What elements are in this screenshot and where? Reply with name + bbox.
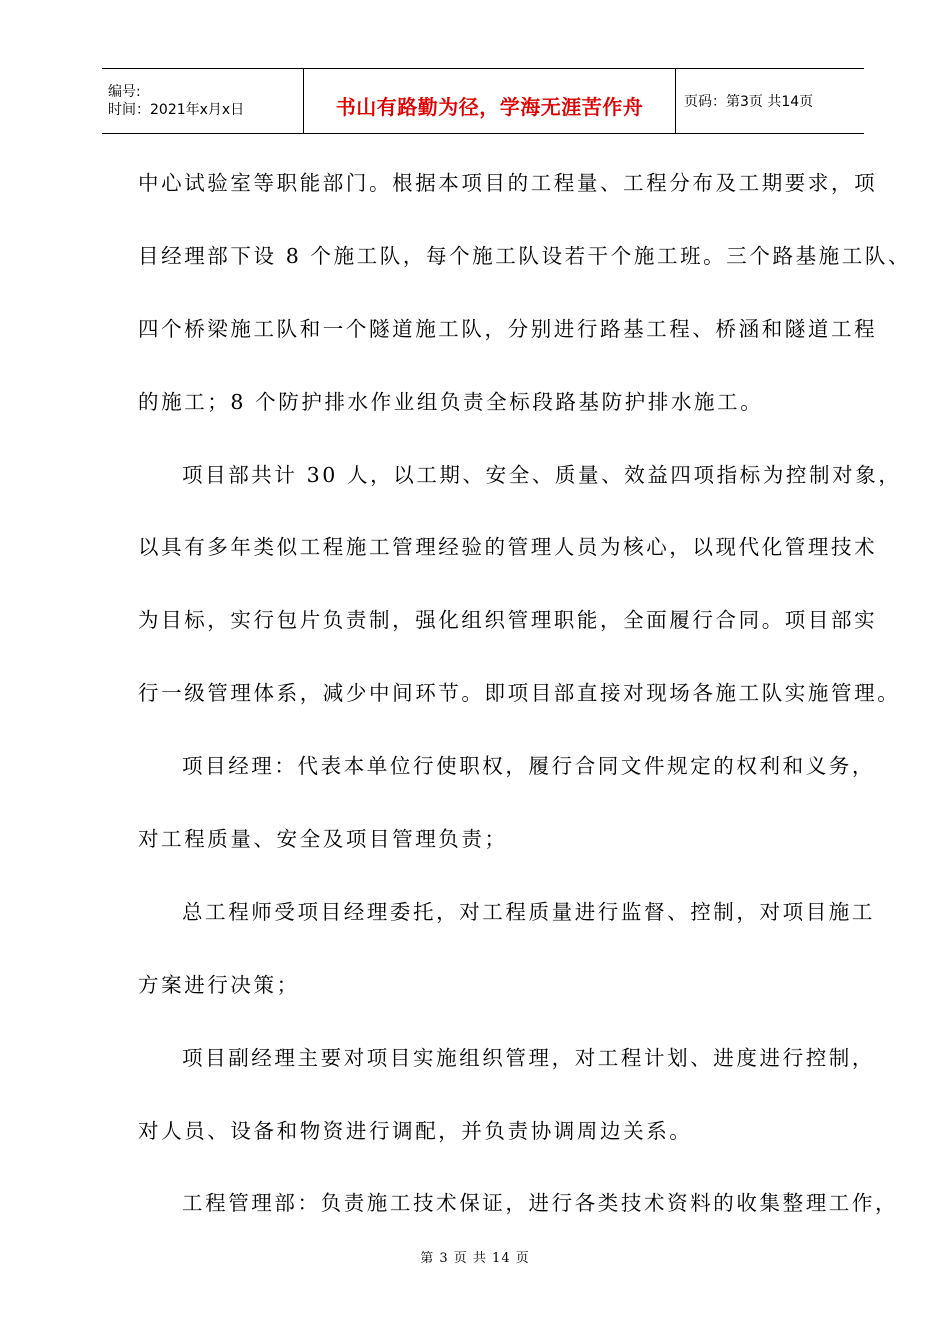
text-line: 总工程师受项目经理委托，对工程质量进行监督、控制，对项目施工 <box>182 899 875 924</box>
header-motto-cell <box>304 69 676 133</box>
time-label: 时间：2021年x月x日 <box>108 102 245 118</box>
code-label: 编号: <box>108 84 141 100</box>
motto-text: 书山有路勤为径，学海无涯苦作舟 <box>335 94 644 119</box>
text-line: 项目经理：代表本单位行使职权，履行合同文件规定的权利和义务， <box>182 754 875 779</box>
text-line: 项目部共计 30 人，以工期、安全、质量、效益四项指标为控制对象， <box>182 462 902 487</box>
text-line: 项目副经理主要对项目实施组织管理，对工程计划、进度进行控制， <box>182 1045 875 1070</box>
text-line: 中心试验室等职能部门。根据本项目的工程量、工程分布及工期要求，项 <box>138 171 878 195</box>
text-line: 方案进行决策； <box>138 972 300 997</box>
text-line: 工程管理部：负责施工技术保证，进行各类技术资料的收集整理工作， <box>182 1191 899 1216</box>
text-line: 对人员、设备和物资进行调配，并负责协调周边关系。 <box>138 1118 693 1143</box>
text-line: 目经理部下设 8 个施工队，每个施工队设若干个施工班。三个路基施工队、 <box>138 243 912 268</box>
header-meta-cell <box>102 69 304 133</box>
text-line: 的施工；8 个防护排水作业组负责全标段路基防护排水施工。 <box>138 389 764 414</box>
text-line: 对工程质量、安全及项目管理负责； <box>138 827 508 852</box>
text-line: 为目标，实行包片负责制，强化组织管理职能，全面履行合同。项目部实 <box>138 608 878 633</box>
page-footer: 第 3 页 共 14 页 <box>420 1251 530 1266</box>
page-header <box>102 68 864 134</box>
page-info: 页码：第3页 共14页 <box>684 94 814 110</box>
text-line: 以具有多年类似工程施工管理经验的管理人员为核心，以现代化管理技术 <box>138 535 878 560</box>
text-line: 行一级管理体系，减少中间环节。即项目部直接对现场各施工队实施管理。 <box>138 681 901 706</box>
header-page-cell <box>676 69 864 133</box>
document-body <box>138 158 912 1251</box>
text-line: 四个桥梁施工队和一个隧道施工队，分别进行路基工程、桥涵和隧道工程 <box>138 316 878 341</box>
